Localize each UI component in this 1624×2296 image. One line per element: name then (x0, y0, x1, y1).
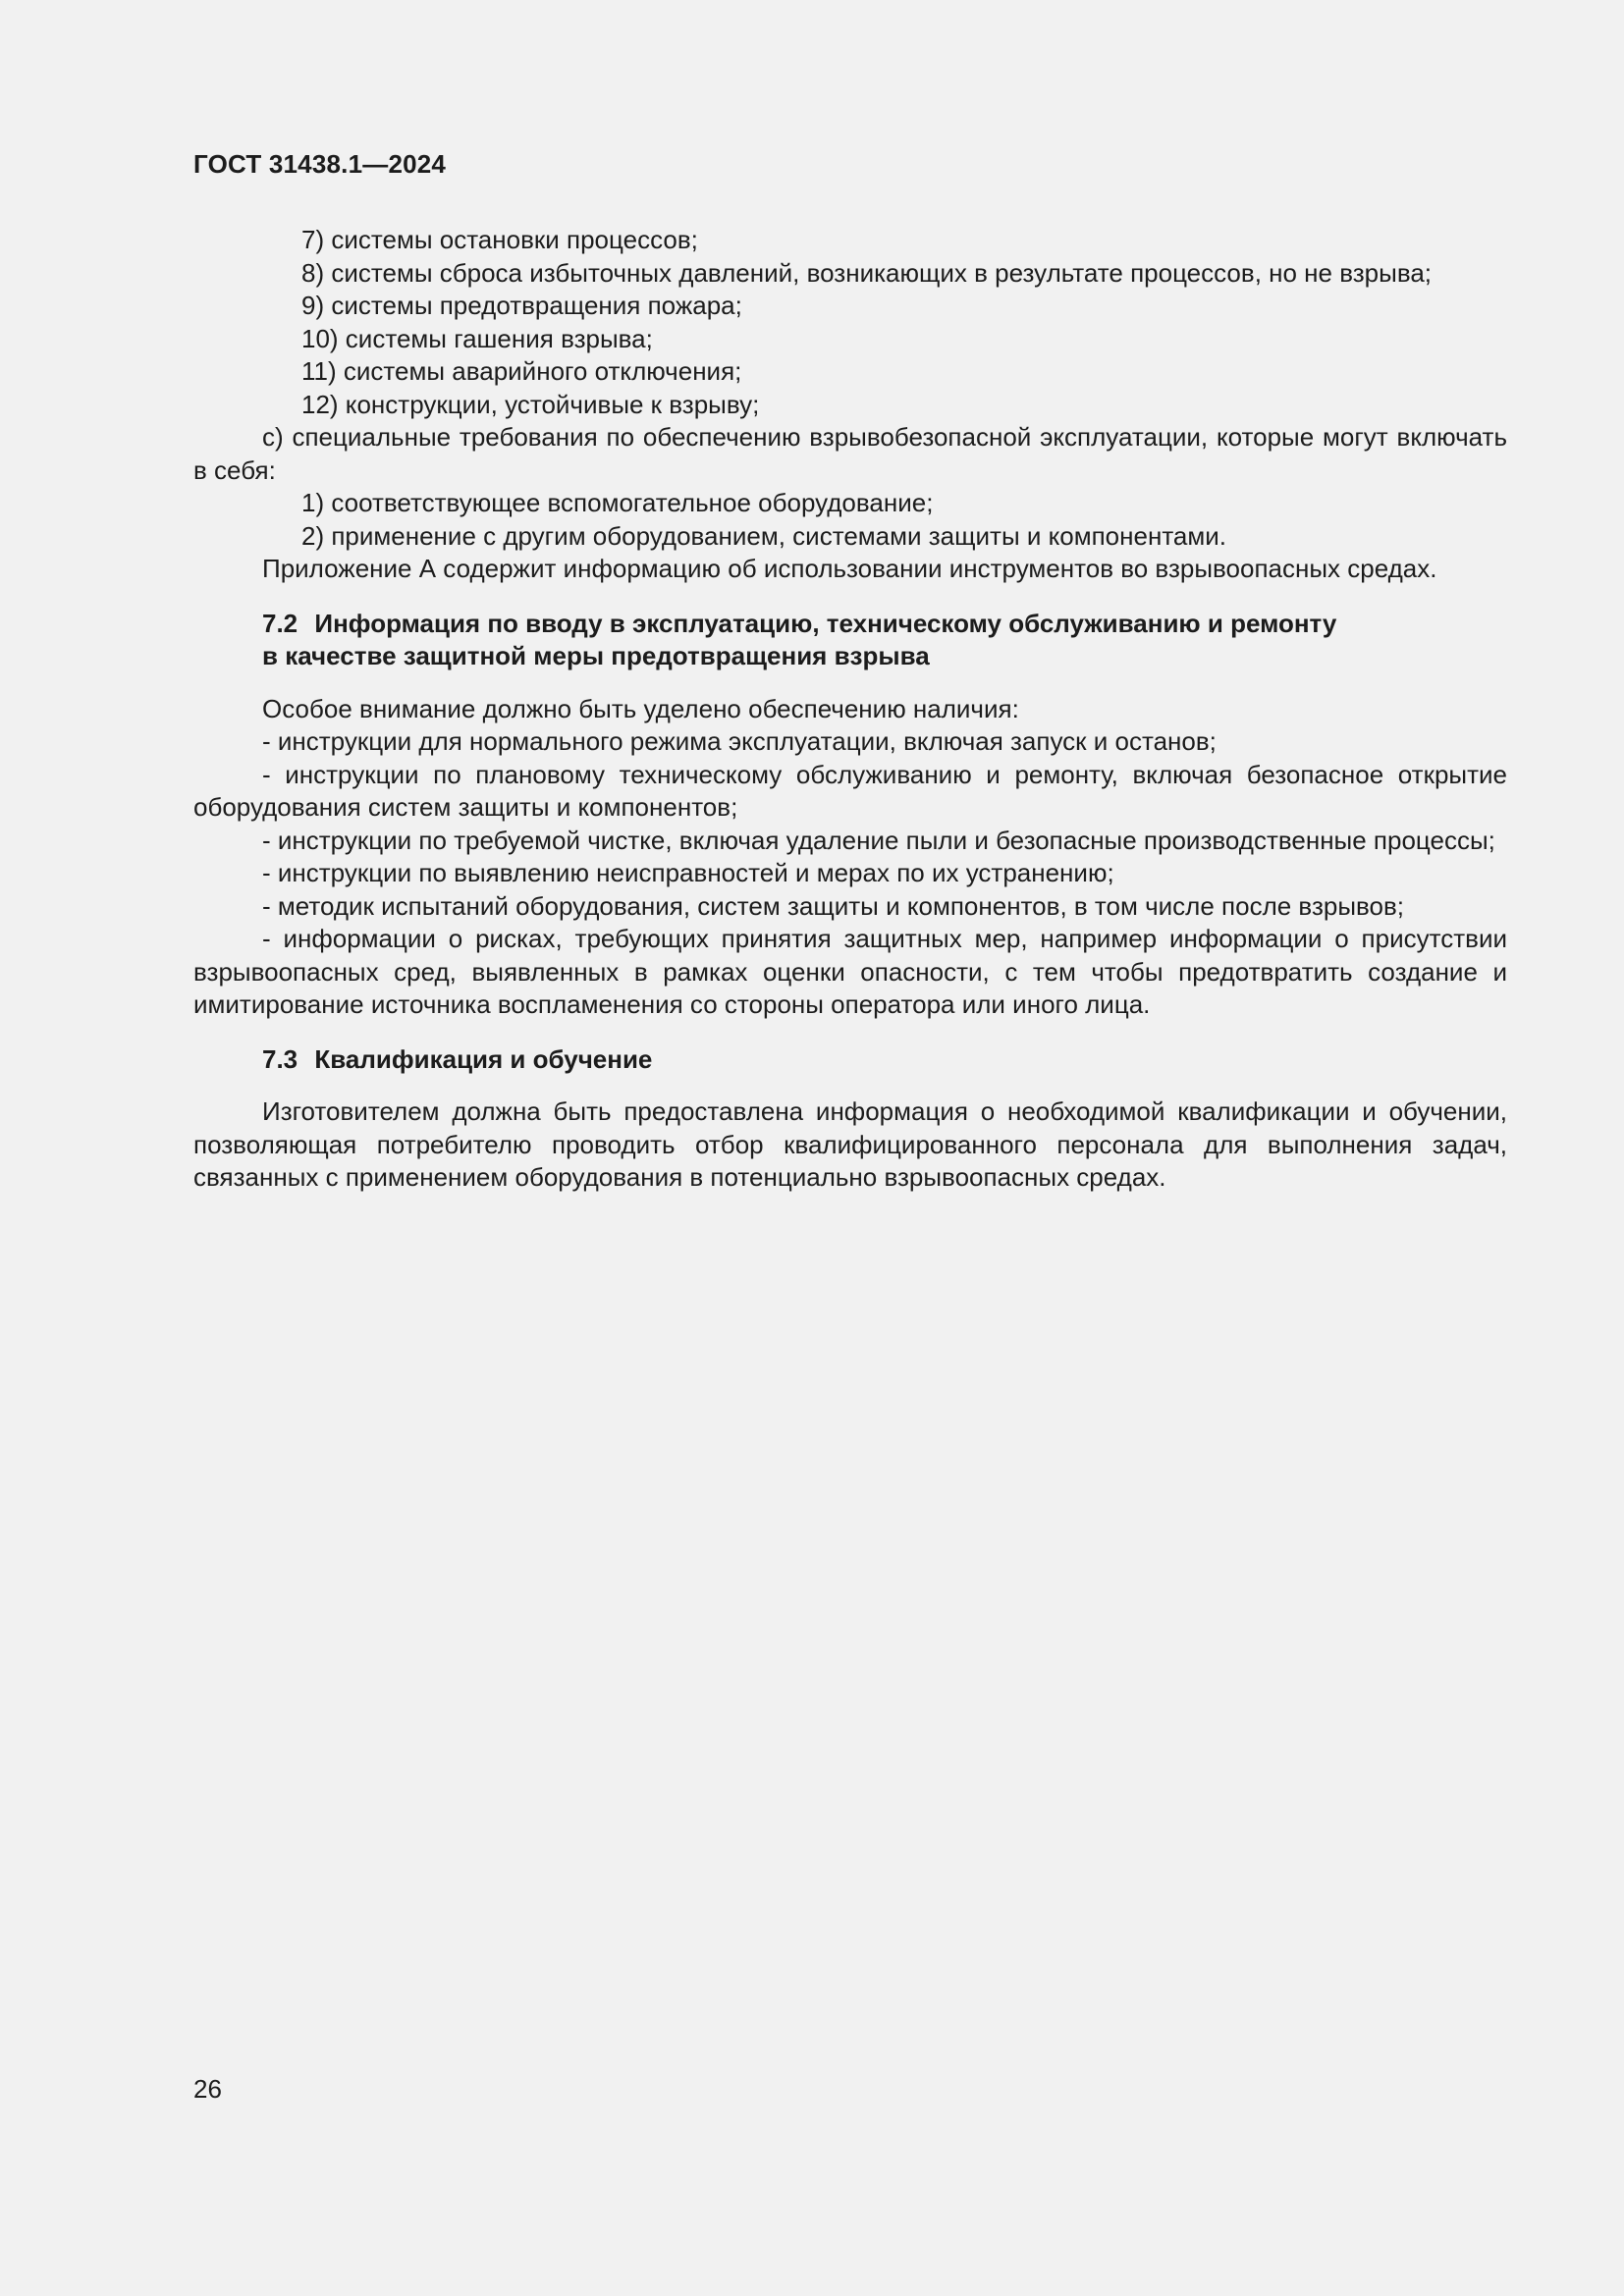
list-item: 12) конструкции, устойчивые к взрыву; (301, 389, 760, 419)
section-number: 7.2 (262, 608, 298, 638)
section-title: Информация по вводу в эксплуатацию, техническому обслуживанию и ремонту (314, 608, 1337, 638)
list-item-c: с) специальные требования по обеспечению взрывобезопасной эксплуатации, которые могут включать в себя: (193, 422, 1507, 485)
section-number: 7.3 (262, 1043, 298, 1074)
list-item: 9) системы предотвращения пожара; (301, 291, 742, 320)
page-number: 26 (193, 2074, 222, 2104)
list-subitem: 1) соответствующее вспомогательное оборудование; (301, 488, 934, 517)
section-title: Квалификация и обучение (314, 1043, 653, 1074)
list-item: - инструкции по плановому техническому обслуживанию и ремонту, включая безопасное открытие оборудования систем защиты и компонентов; (193, 759, 1507, 822)
document-header: ГОСТ 31438.1—2024 (193, 149, 447, 179)
list-item: 8) системы сброса избыточных давлений, возникающих в результате процессов, но не взрыва; (301, 257, 1433, 288)
list-item: - инструкции по требуемой чистке, включая удаление пыли и безопасные производственные процессы; (262, 825, 1495, 855)
list-item: 10) системы гашения взрыва; (301, 323, 653, 353)
section-heading-7-2 (193, 608, 1507, 673)
section-paragraph: Изготовителем должна быть предоставлена информация о необходимой квалификации и обучении, позволяющая потребителю проводить отбор квалифицированного персонала для выполнения задач, связанных с применением оборудования в потенциально взрывоопасных средах. (193, 1096, 1507, 1192)
list-item: 11) системы аварийного отключения; (301, 356, 742, 386)
section-heading-7-3 (193, 1043, 1507, 1077)
list-item: - методик испытаний оборудования, систем защиты и компонентов, в том числе после взрывов; (262, 890, 1405, 921)
section-intro: Особое внимание должно быть уделено обеспечению наличия: (262, 693, 1019, 723)
list-subitem: 2) применение с другим оборудованием, системами защиты и компонентами. (301, 520, 1227, 551)
list-item: - инструкции для нормального режима эксплуатации, включая запуск и останов; (262, 726, 1217, 756)
list-item: - информации о рисках, требующих принятия защитных мер, например информации о присутствии взрывоопасных сред, выявленных в рамках оценки опасности, с тем чтобы предотвратить создание и имитирование источника воспламенения со стороны оператора или иного лица. (193, 924, 1507, 1019)
annex-note: Приложение А содержит информацию об использовании инструментов во взрывоопасных средах. (262, 554, 1437, 583)
list-item: 7) системы остановки процессов; (301, 225, 698, 254)
list-item: - инструкции по выявлению неисправностей и мерах по их устранению; (262, 858, 1114, 887)
page-content (193, 224, 1507, 1195)
section-title-continued: в качестве защитной меры предотвращения взрыва (262, 641, 930, 670)
